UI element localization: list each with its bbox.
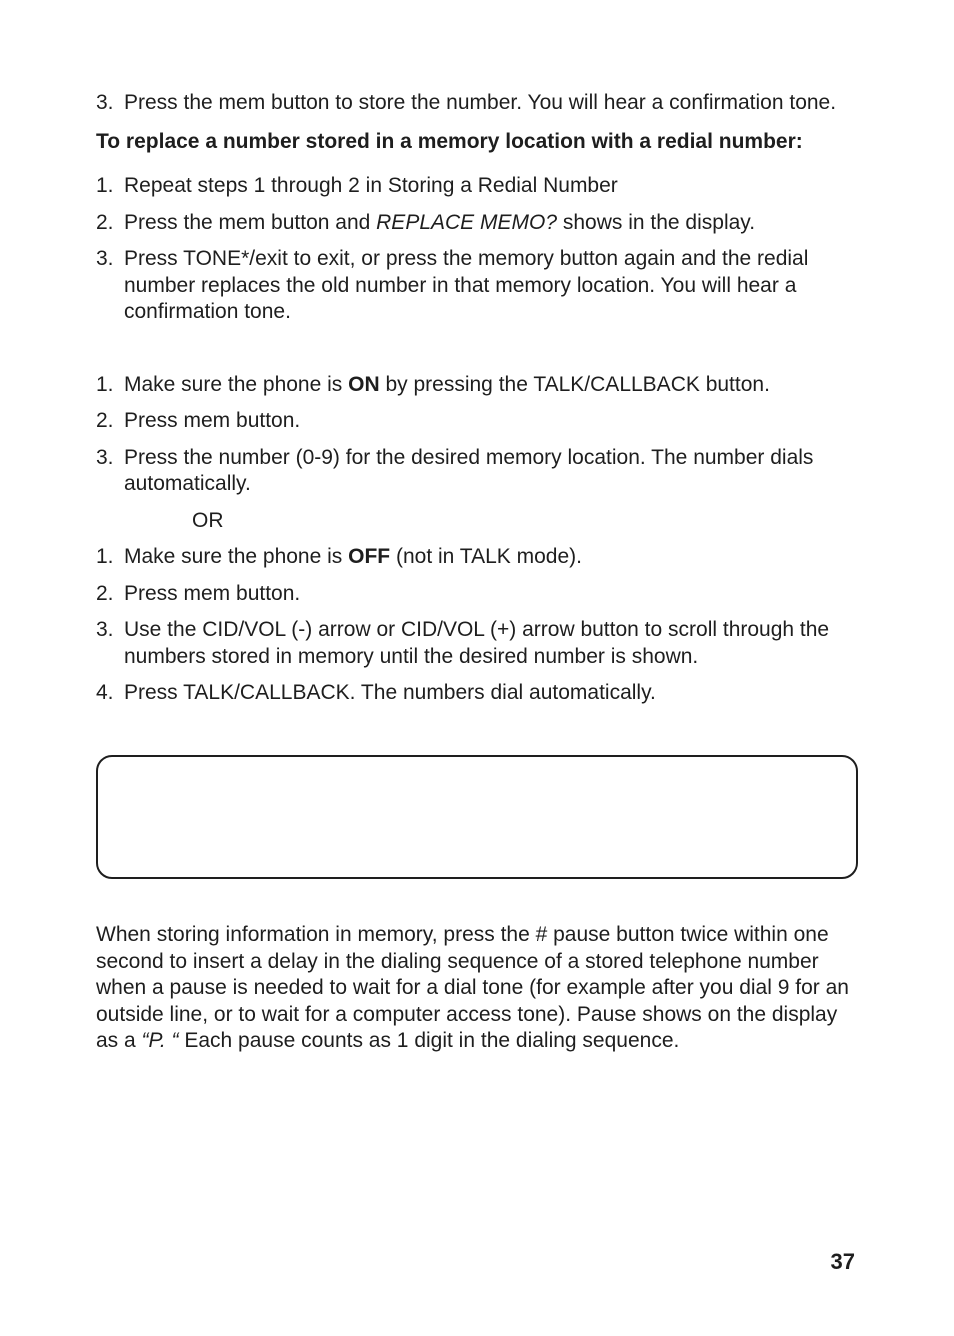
step-text: Press mem button. [124, 581, 301, 605]
list-item [96, 246, 860, 326]
list-item [96, 680, 860, 707]
step-number: 4. [96, 681, 114, 704]
list-item [96, 617, 860, 670]
paragraph-text: When storing information in memory, press the # pause button twice within one second to insert a delay in the dialing sequence of a stored telephone number when a pause is needed to wait for a dial tone (for example after you dial 9 for an outside line, or to wait for a computer access tone). Pause shows on the display as a [96, 923, 849, 1052]
paragraph-text: Each pause counts as 1 digit in the dialing sequence. [178, 1029, 680, 1052]
step-text: Press the number (0-9) for the desired memory location. The number dials automatically. [124, 445, 814, 495]
step-text-part: (not in TALK mode). [390, 545, 582, 568]
store-steps-list [96, 90, 860, 117]
step-number: 2. [96, 581, 114, 605]
step-number: 2. [96, 409, 114, 432]
step-text [124, 211, 755, 234]
step-text: Press mem button. [124, 409, 301, 432]
replace-steps-list [96, 173, 860, 326]
step-text: Use the CID/VOL (-) arrow or CID/VOL (+) arrow button to scroll through the numbers stored in memory until the desired number is shown. [124, 618, 830, 668]
step-text: Press TONE*/exit to exit, or press the memory button again and the redial number replaces the old number in that memory location. You will hear a confirmation tone. [124, 247, 809, 323]
replace-heading: To replace a number stored in a memory location with a redial number: [96, 129, 803, 153]
list-item [96, 90, 860, 117]
step-number: 1. [96, 174, 114, 197]
step-number: 3. [96, 445, 114, 469]
step-text-part: Press the mem button and [124, 210, 377, 234]
step-text-part: Make sure the phone is [124, 372, 349, 396]
list-item [96, 581, 860, 608]
page-content [96, 90, 860, 717]
list-item [96, 408, 860, 435]
list-item [96, 544, 860, 571]
step-text-part: Make sure the phone is [124, 545, 349, 568]
list-item [96, 173, 860, 200]
step-text-part: shows in the display. [557, 210, 756, 234]
step-text [124, 373, 770, 396]
step-text: Repeat steps 1 through 2 in Storing a Redial Number [124, 174, 618, 197]
step-number: 1. [96, 545, 114, 568]
pause-paragraph [96, 922, 860, 1055]
list-item [96, 372, 860, 399]
step-number: 1. [96, 372, 114, 396]
emphasis: OFF [348, 545, 391, 568]
list-item [96, 210, 860, 237]
display-message: REPLACE MEMO? [376, 210, 558, 234]
spacer [96, 336, 860, 372]
list-item [96, 445, 860, 498]
note-box [96, 755, 858, 879]
pause-symbol: “P. “ [141, 1029, 179, 1052]
step-number: 3. [96, 618, 114, 641]
page-number: 37 [830, 1249, 855, 1274]
step-text: Press TALK/CALLBACK. The numbers dial automatically. [124, 681, 656, 704]
dial-on-steps-list [96, 372, 860, 498]
step-number: 3. [96, 247, 114, 270]
or-separator: OR [192, 508, 224, 532]
step-number: 2. [96, 210, 114, 234]
emphasis: ON [348, 372, 380, 396]
step-number: 3. [96, 91, 114, 114]
dial-off-steps-list [96, 544, 860, 707]
step-text-part: by pressing the TALK/CALLBACK button. [379, 372, 770, 396]
step-text [124, 545, 582, 568]
step-text: Press the mem button to store the number. You will hear a confirmation tone. [124, 91, 837, 114]
